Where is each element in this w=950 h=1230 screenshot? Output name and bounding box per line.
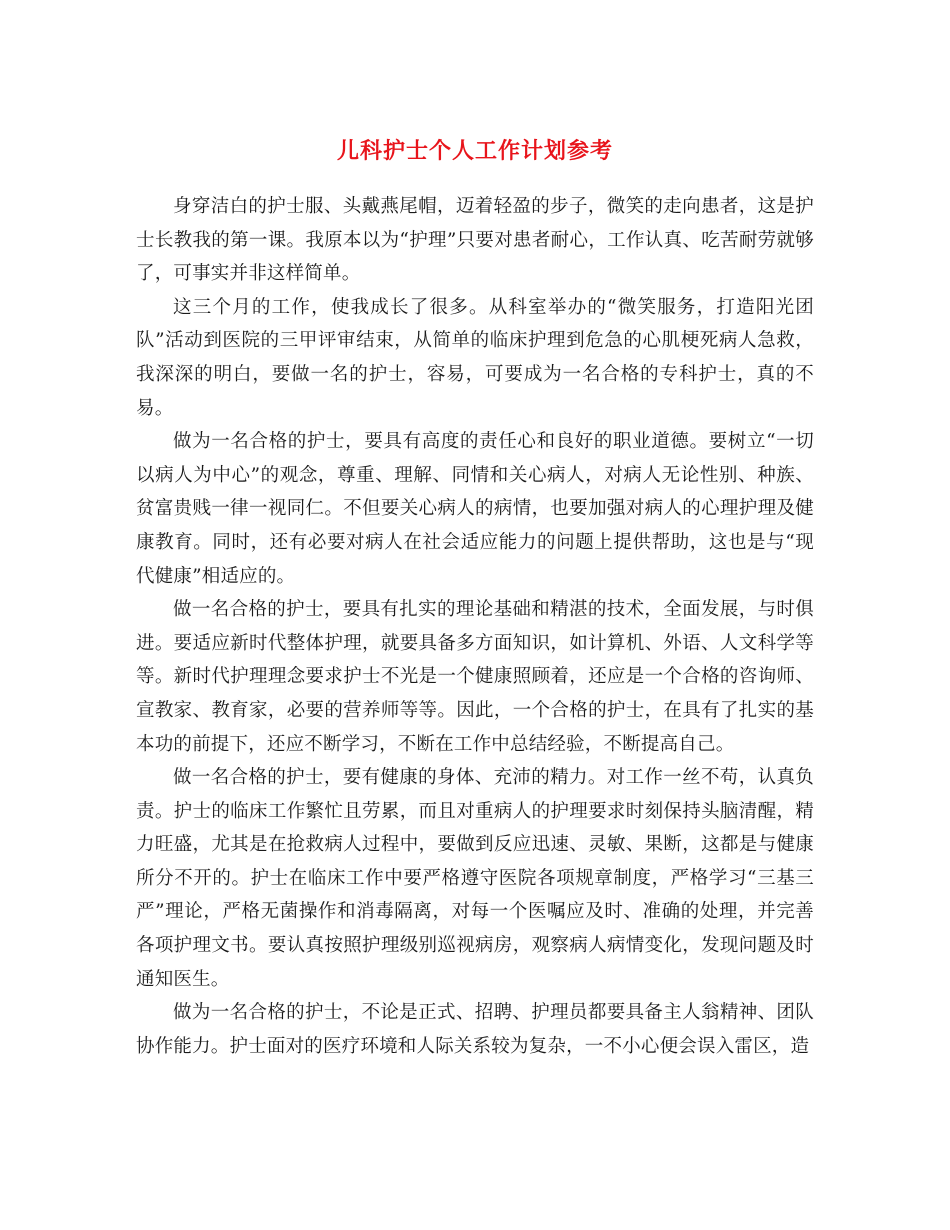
paragraph-5: 做一名合格的护士，要有健康的身体、充沛的精力。对工作一丝不苟，认真负责。护士的临床工作繁忙且劳累，而且对重病人的护理要求时刻保持头脑清醒，精力旺盛，尤其是在抢救病人过程中，要做到反应迅速、灵敏、果断，这都是与健康所分不开的。护士在临床工作中要严格遵守医院各项规章制度，严格学习“三基三严”理论，严格无菌操作和消毒隔离，对每一个医嘱应及时、准确的处理，并完善各项护理文书。要认真按照护理级别巡视病房，观察病人病情变化，发现问题及时通知医生。: [136, 767, 814, 990]
paragraph-6: 做为一名合格的护士，不论是正式、招聘、护理员都要具备主人翁精神、团队协作能力。护士面对的医疗环境和人际关系较为复杂，一不小心便会误入雷区，造: [136, 1002, 814, 1057]
paragraph-1: 身穿洁白的护士服、头戴燕尾帽，迈着轻盈的步子，微笑的走向患者，这是护士长教我的第一课。我原本以为“护理”只要对患者耐心，工作认真、吃苦耐劳就够了，可事实并非这样简单。: [136, 196, 814, 285]
document-title: 儿科护士个人工作计划参考: [336, 137, 613, 164]
paragraph-3: 做为一名合格的护士，要具有高度的责任心和良好的职业道德。要树立“一切以病人为中心”的观念，尊重、理解、同情和关心病人，对病人无论性别、种族、贫富贵贱一律一视同仁。不但要关心病人的病情，也要加强对病人的心理护理及健康教育。同时，还有必要对病人在社会适应能力的问题上提供帮助，这也是与“现代健康”相适应的。: [136, 431, 814, 587]
paragraph-4: 做一名合格的护士，要具有扎实的理论基础和精湛的技术，全面发展，与时俱进。要适应新时代整体护理，就要具备多方面知识，如计算机、外语、人文科学等等。新时代护理理念要求护士不光是一个健康照顾着，还应是一个合格的咨询师、宣教家、教育家，必要的营养师等等。因此，一个合格的护士，在具有了扎实的基本功的前提下，还应不断学习，不断在工作中总结经验，不断提高自己。: [136, 599, 814, 755]
document-body: [136, 190, 814, 1063]
paragraph-2: 这三个月的工作，使我成长了很多。从科室举办的“微笑服务，打造阳光团队”活动到医院的三甲评审结束，从简单的临床护理到危急的心肌梗死病人急救，我深深的明白，要做一名的护士，容易，可要成为一名合格的专科护士，真的不易。: [136, 296, 814, 419]
